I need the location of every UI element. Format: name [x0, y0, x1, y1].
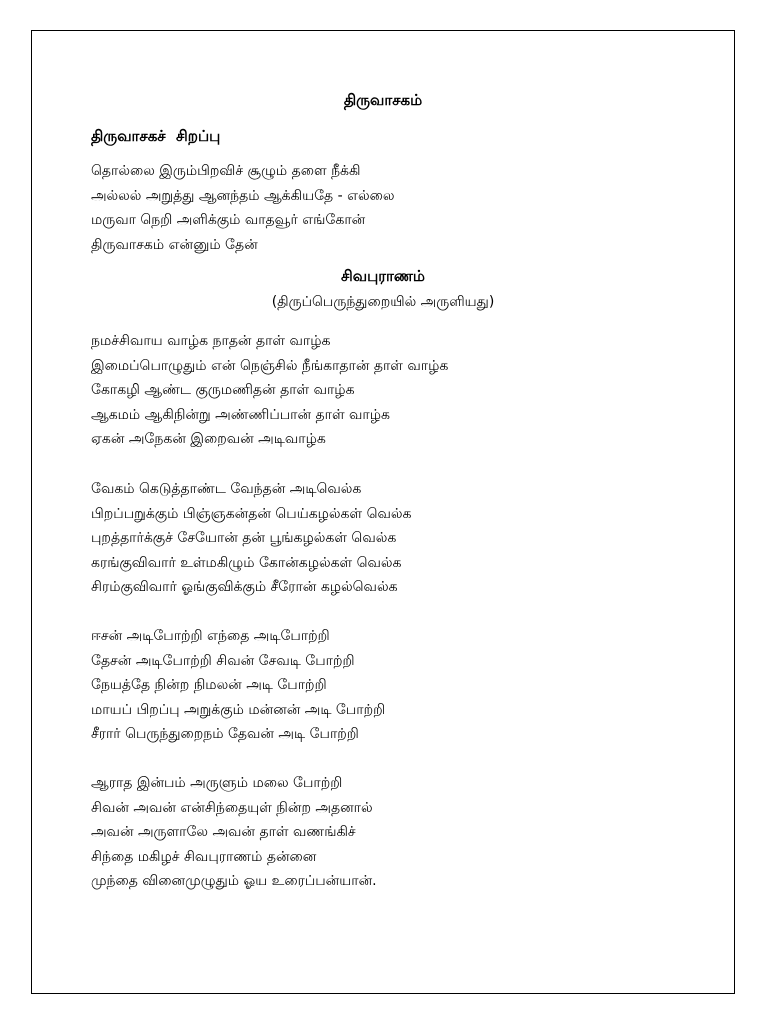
verse-line: ஏகன் அநேகன் இறைவன் அடிவாழ்க [91, 431, 326, 447]
verse-line: கோகழி ஆண்ட குருமணிதன் தாள் வாழ்க [91, 382, 355, 398]
verse-line: ஆகமம் ஆகிநின்று அண்ணிப்பான் தாள் வாழ்க [91, 406, 390, 423]
verse-line: இமைப்பொழுதும் என் நெஞ்சில் நீங்காதான் தாள் வாழ்க [91, 357, 449, 374]
section-note: (திருப்பெருந்துறையில் அருளியது) [271, 294, 495, 310]
verse-line: தொல்லை இரும்பிறவிச் சூழும் தளை நீக்கி [91, 163, 361, 179]
verse-line: அவன் அருளாலே அவன் தாள் வணங்கிச் [91, 824, 356, 840]
document-subtitle: திருவாசகச் சிறப்பு [91, 127, 221, 145]
verse-line: நமச்சிவாய வாழ்க நாதன் தாள் வாழ்க [91, 333, 331, 349]
verse-line: முந்தை வினைமுழுதும் ஓய உரைப்பன்யான். [91, 873, 377, 889]
verse-line: சிவன் அவன் என்சிந்தையுள் நின்ற அதனால் [91, 799, 373, 816]
verse-line: மாயப் பிறப்பு அறுக்கும் மன்னன் அடி போற்றி [91, 701, 386, 718]
verse-line: சிரம்குவிவார் ஓங்குவிக்கும் சீரோன் கழல்வெல்க [91, 579, 398, 595]
stanza-4 [91, 771, 377, 894]
verse-line: சிந்தை மகிழச் சிவபுராணம் தன்னை [91, 848, 317, 865]
verse-line: சீரார் பெருந்துறைநம் தேவன் அடி போற்றி [91, 726, 359, 742]
stanza-3 [91, 624, 385, 747]
verse-line: ஈசன் அடிபோற்றி எந்தை அடிபோற்றி [91, 628, 330, 644]
stanza-2 [91, 477, 411, 600]
intro-verse [91, 159, 395, 257]
verse-line: பிறப்பறுக்கும் பிஞ்ஞகன்தன் பெய்கழல்கள் வெல்க [91, 505, 412, 522]
verse-line: அல்லல் அறுத்து ஆனந்தம் ஆக்கியதே - எல்லை [91, 187, 395, 204]
section-title: சிவபுராணம் [340, 267, 425, 285]
document-page [31, 30, 735, 994]
verse-line: திருவாசகம் என்னும் தேன் [91, 236, 258, 253]
verse-line: தேசன் அடிபோற்றி சிவன் சேவடி போற்றி [91, 652, 355, 669]
verse-line: ஆராத இன்பம் அருளும் மலை போற்றி [91, 775, 343, 791]
verse-line: நேயத்தே நின்ற நிமலன் அடி போற்றி [91, 677, 327, 693]
verse-line: கரங்குவிவார் உள்மகிழும் கோன்கழல்கள் வெல்க [91, 554, 402, 571]
verse-line: புறத்தார்க்குச் சேயோன் தன் பூங்கழல்கள் வெல்க [91, 530, 397, 546]
document-title: திருவாசகம் [343, 91, 423, 109]
verse-line: மருவா நெறி அளிக்கும் வாதவூர் எங்கோன் [91, 212, 366, 228]
verse-line: வேகம் கெடுத்தாண்ட வேந்தன் அடிவெல்க [91, 481, 362, 497]
stanza-1 [91, 329, 448, 452]
